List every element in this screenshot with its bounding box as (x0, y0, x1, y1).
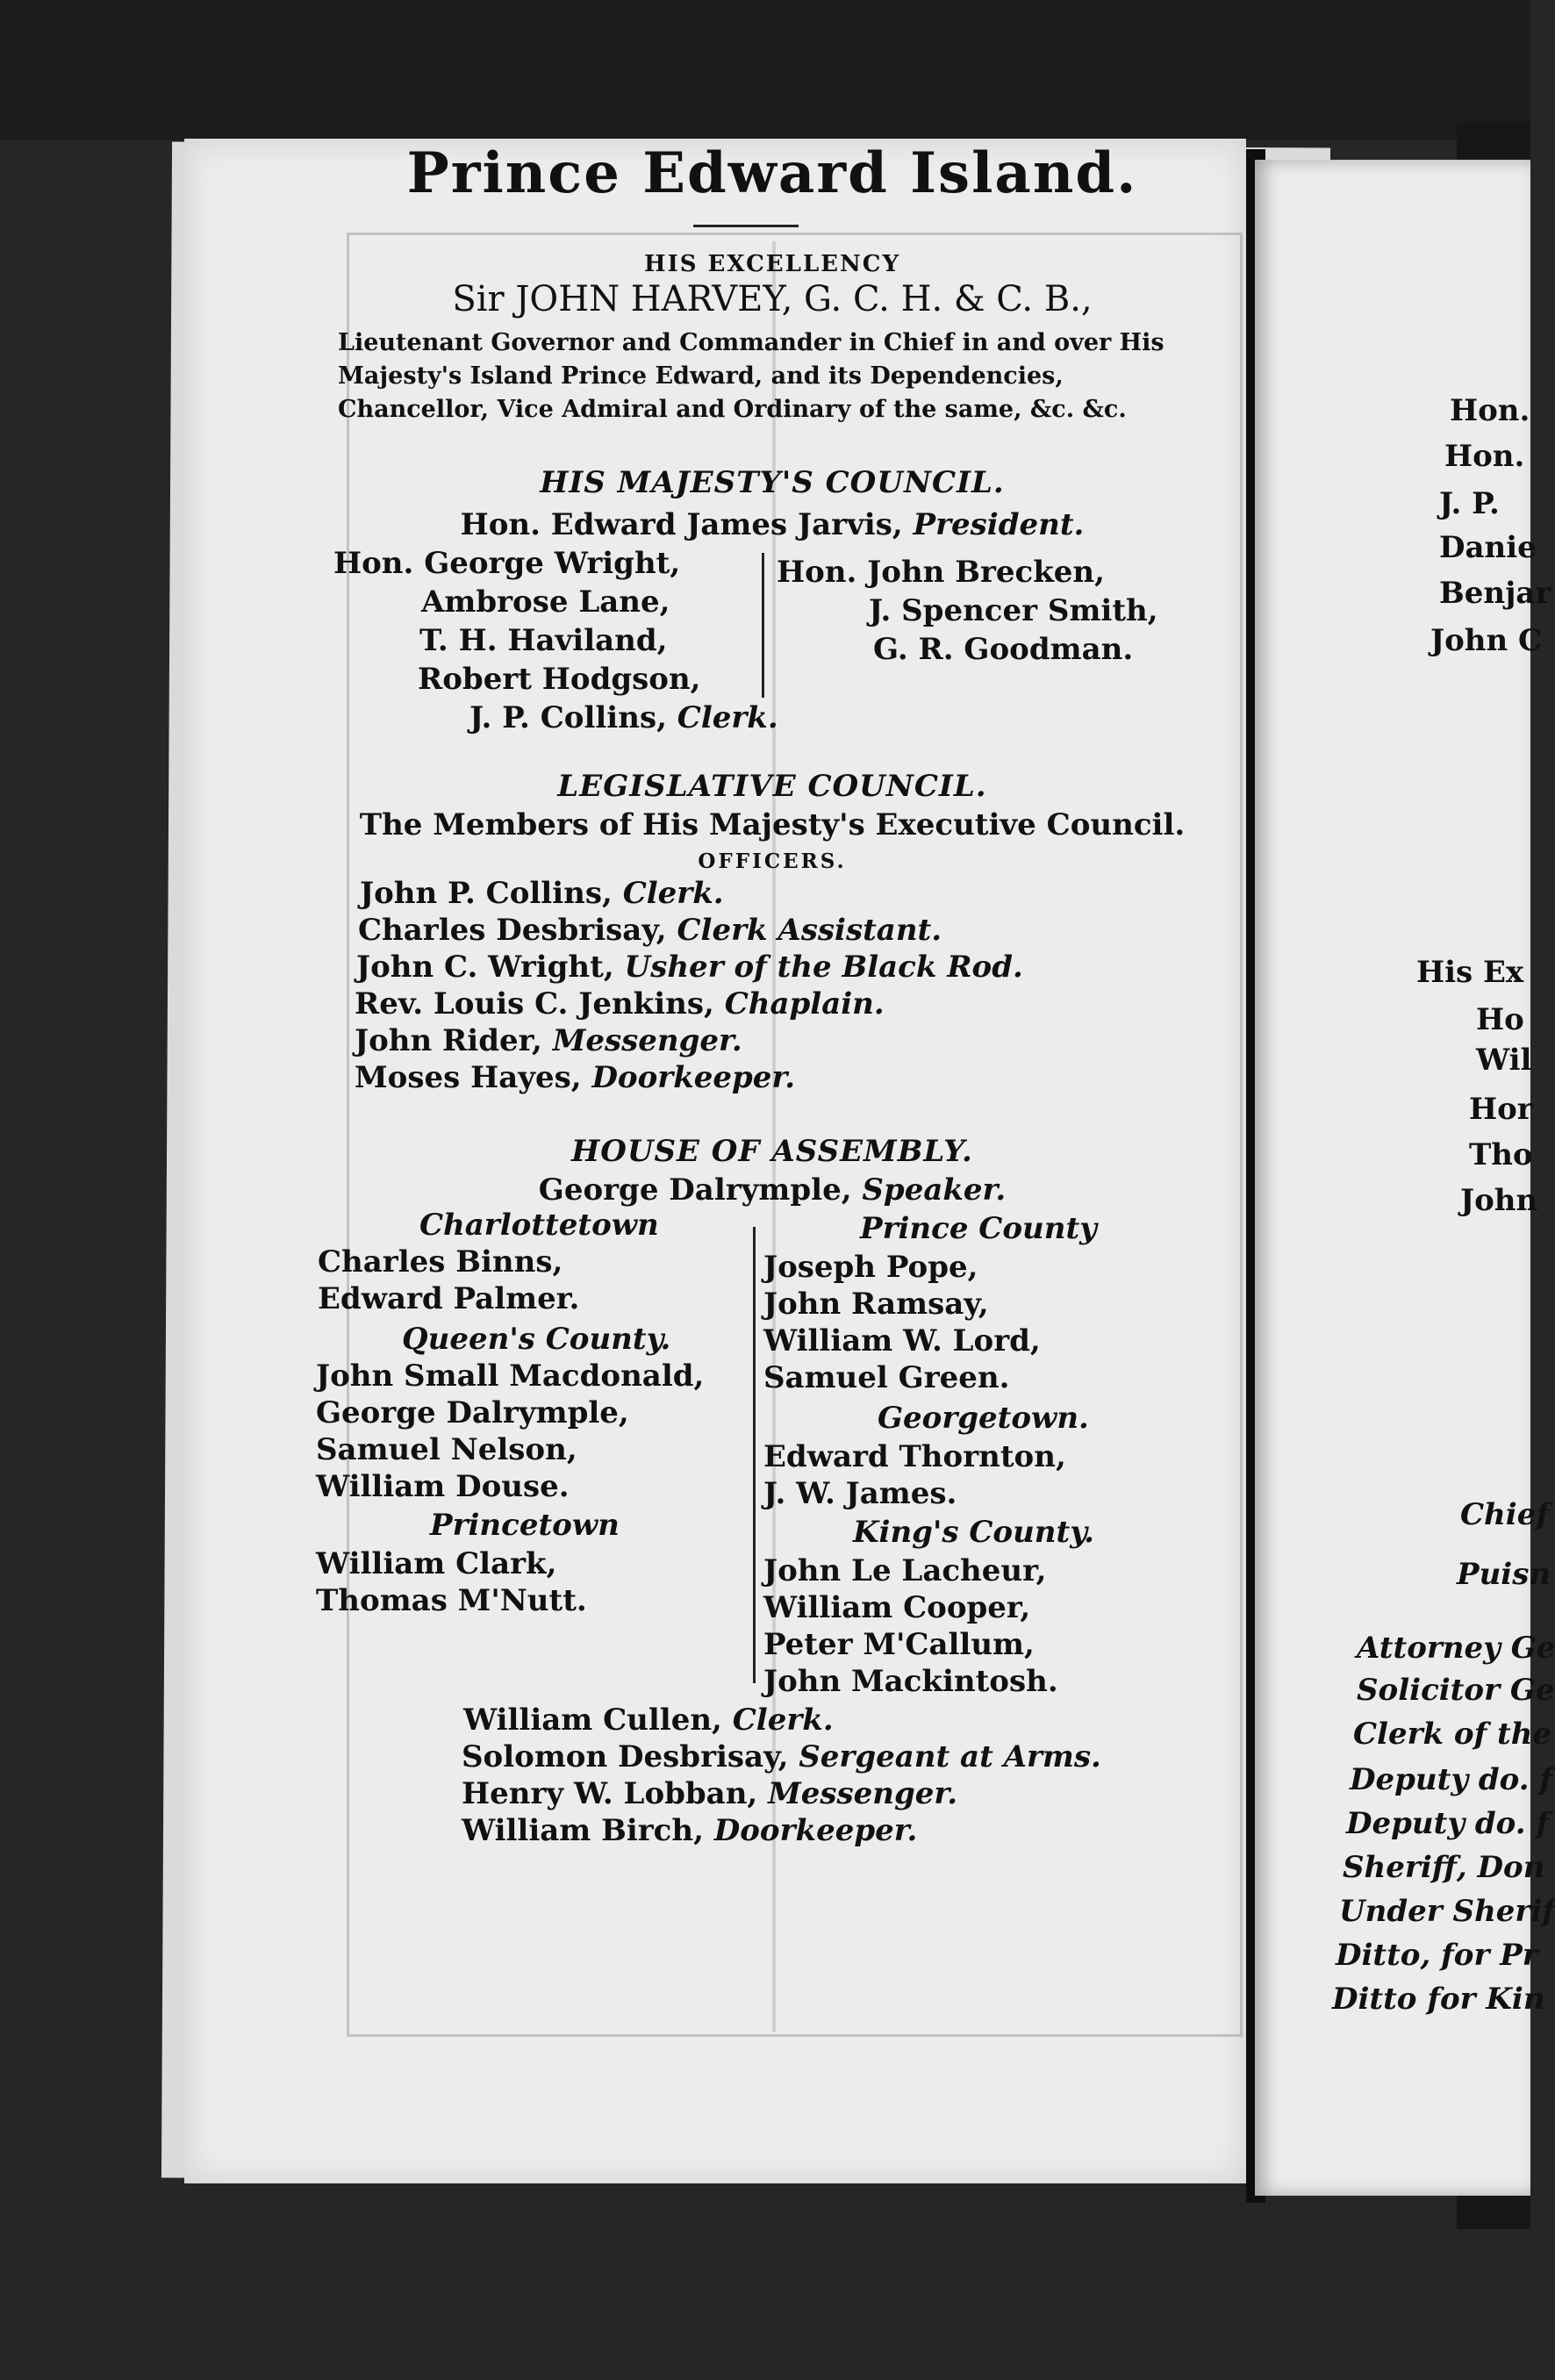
right-page-text: Danie (1439, 530, 1537, 565)
assembly-member: William Cooper, (763, 1590, 1031, 1625)
district-label: Princetown (430, 1508, 620, 1543)
assembly-member: William Douse. (316, 1469, 570, 1504)
right-page-text: Deputy do. f (1346, 1806, 1550, 1841)
council-member: T. H. Haviland, (419, 623, 668, 658)
assembly-member: George Dalrymple, (316, 1395, 629, 1430)
assembly-member: Thomas M'Nutt. (316, 1583, 587, 1618)
council-member: Ambrose Lane, (421, 584, 670, 620)
right-page-text: Sheriff, Don (1343, 1850, 1545, 1885)
assembly-member: John Le Lacheur, (763, 1553, 1047, 1588)
right-page-text: Chief (1460, 1497, 1549, 1532)
officer-row (360, 876, 724, 911)
assembly-member: Samuel Nelson, (316, 1432, 577, 1467)
officers-label: OFFICERS. (698, 849, 847, 873)
council-member: Hon. John Brecken, (777, 555, 1105, 590)
assembly-member: Edward Palmer. (318, 1281, 580, 1316)
officer-name: John P. Collins, (360, 876, 613, 911)
assembly-member: Joseph Pope, (763, 1250, 978, 1285)
officer-role: Chaplain. (724, 986, 885, 1022)
officer-row (355, 1023, 742, 1058)
council-heading: HIS MAJESTY'S COUNCIL. (540, 465, 1005, 500)
council-member: G. R. Goodman. (873, 632, 1134, 667)
council-member: J. Spencer Smith, (869, 593, 1158, 628)
right-page-text: Puisn (1457, 1557, 1551, 1592)
officer-name: Henry W. Lobban, (462, 1776, 758, 1811)
officer-name: John Rider, (355, 1023, 542, 1058)
officer-row (356, 950, 1023, 985)
president-title: President. (913, 507, 1085, 542)
assembly-member: William Clark, (316, 1546, 557, 1581)
right-page-text: John (1460, 1183, 1538, 1218)
officer-role: Doorkeeper. (591, 1060, 796, 1095)
right-page-text: Benjar (1439, 576, 1551, 611)
assembly-speaker (316, 1172, 1229, 1208)
council-member: Hon. George Wright, (333, 546, 681, 581)
officer-name: Solomon Desbrisay, (462, 1739, 789, 1774)
right-page-text: Hon. (1444, 439, 1525, 474)
clerk-title: Clerk. (677, 700, 778, 735)
council-clerk (469, 700, 778, 735)
district-label: Queen's County. (402, 1322, 671, 1357)
assembly-officer-row (463, 1703, 834, 1738)
assembly-member: Peter M'Callum, (763, 1627, 1035, 1662)
officer-name: Charles Desbrisay, (358, 913, 667, 948)
right-page-text: Solicitor Ge (1357, 1673, 1555, 1708)
officer-role: Clerk. (732, 1703, 834, 1738)
right-page-text: Hon. (1450, 393, 1530, 428)
assembly-member: John Ramsay, (763, 1287, 989, 1322)
excellency-label: HIS EXCELLENCY (644, 251, 900, 277)
assembly-member: Edward Thornton, (763, 1439, 1066, 1474)
district-label: Charlottetown (419, 1208, 659, 1243)
district-label: Georgetown. (878, 1401, 1089, 1436)
officer-name: Rev. Louis C. Jenkins, (355, 986, 714, 1022)
officer-role: Clerk Assistant. (677, 913, 942, 948)
right-page-text: Wil (1476, 1043, 1532, 1078)
district-label: Prince County (860, 1211, 1097, 1246)
right-page-text: Deputy do. f (1350, 1762, 1553, 1797)
legislative-heading: LEGISLATIVE COUNCIL. (557, 769, 987, 804)
right-page-text: Under Sherif (1339, 1894, 1555, 1929)
officer-name: Moses Hayes, (355, 1060, 582, 1095)
speaker-name: George Dalrymple, (538, 1172, 852, 1208)
legislative-members: The Members of His Majesty's Executive Council. (359, 807, 1186, 842)
assembly-member: John Mackintosh. (763, 1664, 1058, 1699)
officer-row (358, 913, 942, 948)
officer-role: Sergeant at Arms. (799, 1739, 1101, 1774)
officer-role: Usher of the Black Rod. (624, 950, 1023, 985)
right-page-text: Ditto for Kin (1332, 1982, 1545, 2017)
officer-row (355, 1060, 795, 1095)
assembly-member: Samuel Green. (763, 1360, 1010, 1395)
officer-role: Messenger. (552, 1023, 742, 1058)
assembly-heading: HOUSE OF ASSEMBLY. (571, 1134, 973, 1169)
title-rule (693, 225, 799, 227)
assembly-officer-row (462, 1813, 917, 1848)
governor-name: Sir JOHN HARVEY, G. C. H. & C. B., (452, 279, 1093, 319)
assembly-member: William W. Lord, (763, 1323, 1041, 1358)
assembly-divider (753, 1227, 756, 1683)
officer-name: John C. Wright, (356, 950, 614, 985)
right-page-text: Ho (1476, 1002, 1524, 1037)
clerk-name: J. P. Collins, (469, 700, 667, 735)
governor-description: Lieutenant Governor and Commander in Chief in and over His Majesty's Island Prince Edward, and its Dependencies, Chancellor, Vice Admiral and Ordinary of the same, &c. &c. (338, 329, 1164, 423)
page-title: Prince Edward Island. (406, 140, 1138, 206)
right-page-text: Attorney Ge (1357, 1631, 1555, 1666)
dark-background (0, 0, 1530, 140)
assembly-member: J. W. James. (763, 1476, 957, 1511)
council-divider (762, 553, 764, 698)
officer-row (355, 986, 885, 1022)
right-page-text: His Ex (1416, 955, 1524, 990)
speaker-title: Speaker. (862, 1172, 1007, 1208)
right-page-text: Ditto, for Pr (1336, 1938, 1538, 1973)
assembly-member: John Small Macdonald, (316, 1358, 705, 1394)
officer-role: Doorkeeper. (713, 1813, 918, 1848)
right-page-text: J. P. (1439, 486, 1500, 521)
right-page-text: Tho (1469, 1137, 1533, 1172)
right-page-text: Hor (1469, 1092, 1533, 1127)
council-president (316, 507, 1229, 542)
president-name: Hon. Edward James Jarvis, (460, 507, 903, 542)
assembly-officer-row (462, 1739, 1101, 1774)
officer-role: Clerk. (622, 876, 724, 911)
assembly-member: Charles Binns, (318, 1244, 563, 1280)
officer-name: William Cullen, (463, 1703, 722, 1738)
right-page-text: Clerk of the (1353, 1717, 1552, 1752)
assembly-officer-row (462, 1776, 957, 1811)
right-page-text: John C (1430, 623, 1543, 658)
district-label: King's County. (853, 1515, 1094, 1550)
council-member: Robert Hodgson, (418, 662, 701, 697)
officer-name: William Birch, (462, 1813, 704, 1848)
officer-role: Messenger. (768, 1776, 958, 1811)
